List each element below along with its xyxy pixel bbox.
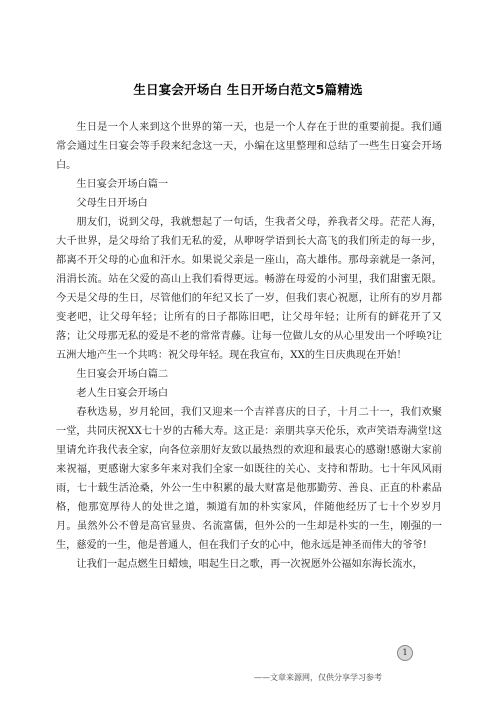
- document-body: [56, 118, 442, 574]
- body-paragraph: 朋友们，说到父母，我就想起了一句话，生我者父母，养我者父母。茫茫人海，大千世界，是父母给了我们无私的爱，从咿呀学语到长大高飞的我们所走的每一步，都离不开父母的心血和汗水。如果说父亲是一座山，高大雄伟。那母亲就是一条河，涓涓长流。站在父爱的高山上我们看得更远。畅游在母爱的小河里，我们甜蜜无限。今天是父母的生日，尽管他们的年纪又长了一岁，但我们衷心祝愿，让所有的岁月都变老吧，让父母年轻；让所有的日子都陈旧吧，让父母年轻；让所有的鲜花开了又落；让父母那无私的爱是不老的常常青藤。让每一位做儿女的从心里发出一个呼唤?让五洲大地产生一个共鸣：祝父母年轻。现在我宣布，XX的生日庆典现在开始！: [56, 217, 442, 361]
- section-subheading: 父母生日开场白: [76, 198, 148, 209]
- body-paragraph: 让我们一起点燃生日蜡烛，唱起生日之歌，再一次祝愿外公福如东海长流水，: [76, 559, 423, 570]
- body-paragraph: 春秋迭易，岁月轮回，我们又迎来一个吉祥喜庆的日子，十月二十一，我们欢聚一堂，共同庆祝XX七十岁的古稀大寿。这正是：亲朋共享天伦乐，欢声笑语寿满堂!这里请允许我代表全家，向各位亲朋好友致以最热烈的欢迎和最衷心的感谢!感谢大家前来祝福，更感谢大家多年来对我们全家一如既往的关心、支持和帮助。七十年风风雨雨，七十载生活沧桑，外公一生中积累的最大财富是他那勤劳、善良、正直的朴素品格，他那宽厚待人的处世之道，频道有加的朴实家风，伴随他经历了七十个岁岁月月。虽然外公不曾是高官显贵、名流富儒，但外公的一生却是朴实的一生，刚强的一生，慈爱的一生，他是普通人，但在我们子女的心中，他永远是神圣而伟大的爷爷!: [56, 407, 442, 551]
- section-heading: 生日宴会开场白篇二: [76, 369, 169, 380]
- intro-paragraph: 生日是一个人来到这个世界的第一天，也是一个人存在于世的重要前提。我们通常会通过生日宴会等手段来纪念这一天，小编在这里整理和总结了一些生日宴会开场白。: [56, 122, 442, 171]
- section-subheading: 老人生日宴会开场白: [76, 388, 169, 399]
- footer-note: ——文章来源网，仅供分享学习参考: [254, 673, 382, 682]
- document-title: 生日宴会开场白 生日开场白范文5篇精选: [133, 82, 363, 97]
- section-heading: 生日宴会开场白篇一: [76, 179, 169, 190]
- page-number-badge: 1: [397, 645, 413, 661]
